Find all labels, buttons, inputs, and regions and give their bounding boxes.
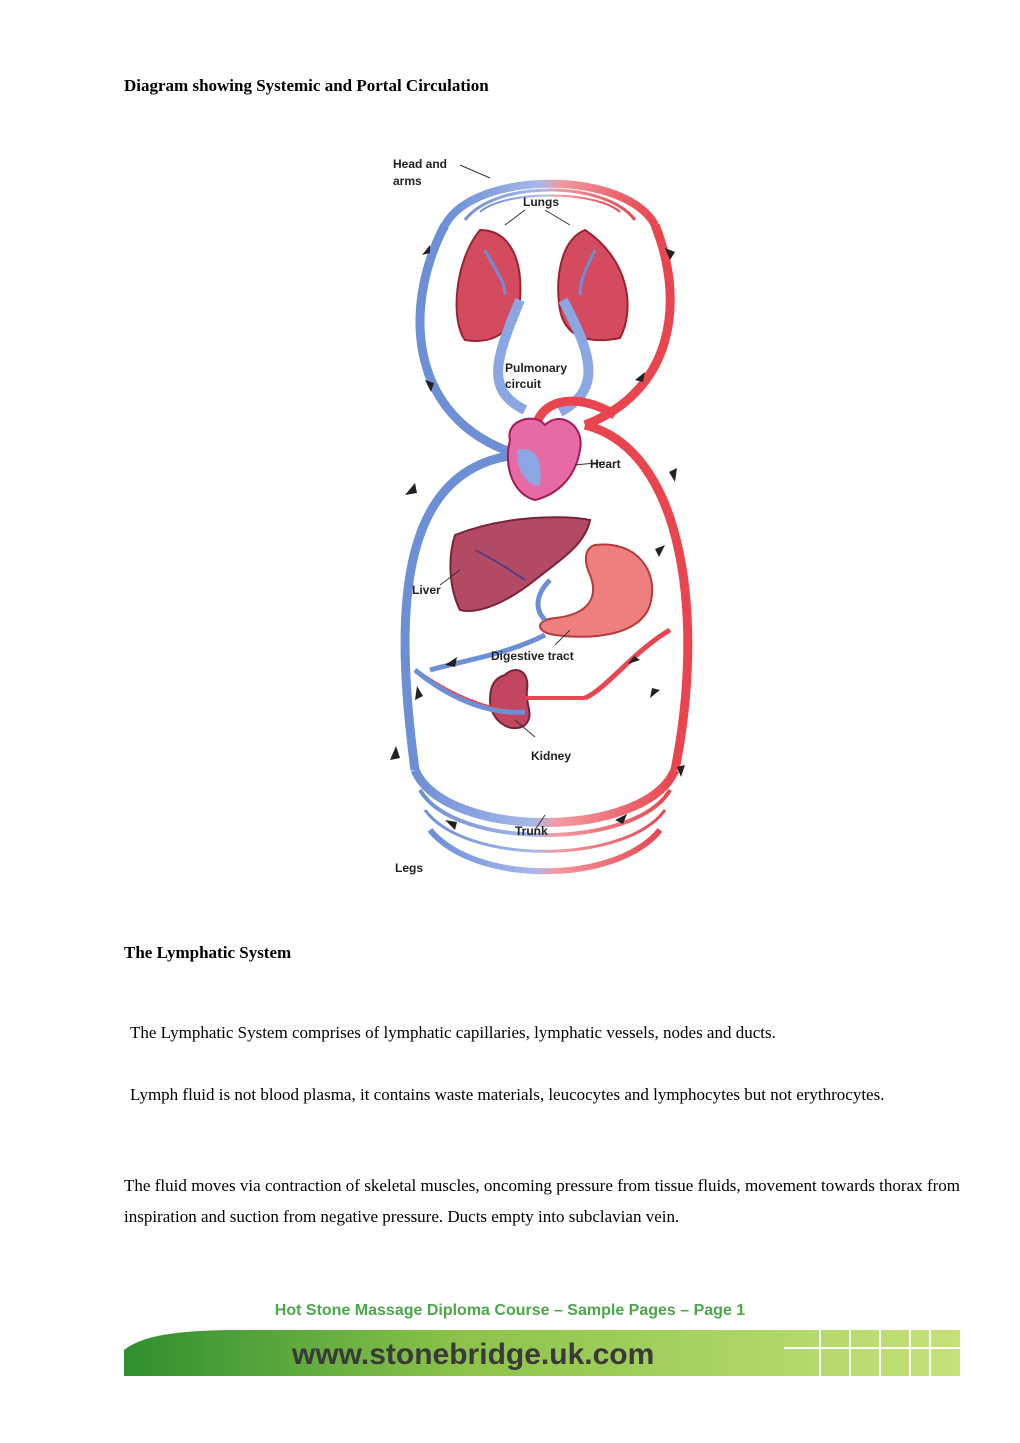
- lungs: [457, 230, 628, 341]
- trunk-legs-capillaries: [415, 770, 675, 871]
- hepatic-artery: [585, 630, 670, 698]
- liver: [450, 517, 590, 611]
- label-trunk: Trunk: [515, 824, 548, 838]
- arrow-icon: [655, 545, 665, 557]
- label-kidney: Kidney: [531, 749, 572, 763]
- label-pulmonary-2: circuit: [505, 377, 542, 391]
- label-head-arms-2: arms: [393, 174, 422, 188]
- paragraph: Lymph fluid is not blood plasma, it contains waste materials, leucocytes and lymphocytes but not erythrocytes.: [130, 1085, 885, 1104]
- vein-left-lower: [405, 455, 515, 770]
- circulation-diagram: [385, 150, 715, 895]
- footer-caption: Hot Stone Massage Diploma Course – Sample Pages – Page 1: [274, 1302, 746, 1319]
- kidney: [415, 670, 585, 728]
- label-heart: Heart: [590, 457, 621, 471]
- heart: [508, 419, 581, 500]
- label-legs: Legs: [395, 861, 424, 875]
- paragraph: The Lymphatic System comprises of lymphatic capillaries, lymphatic vessels, nodes and ducts.: [130, 1023, 776, 1042]
- label-pulmonary-1: Pulmonary: [505, 361, 568, 375]
- label-head-arms-1: Head and: [393, 157, 448, 171]
- arrow-icon: [415, 686, 423, 700]
- label-liver: Liver: [412, 583, 441, 597]
- banner-url[interactable]: www.stonebridge.uk.com: [292, 1338, 655, 1371]
- arrow-icon: [650, 688, 660, 698]
- arrow-icon: [669, 468, 677, 482]
- label-lungs: Lungs: [523, 195, 559, 209]
- arrow-icon: [677, 765, 685, 777]
- section-heading: The Lymphatic System: [124, 943, 292, 962]
- arrow-icon: [405, 483, 417, 495]
- paragraph: The fluid moves via contraction of skeletal muscles, oncoming pressure from tissue fluids, movement towards thorax from inspiration and suction from negative pressure. Ducts empty into subclavian vein.: [124, 1176, 960, 1226]
- diagram-title: Diagram showing Systemic and Portal Circulation: [124, 76, 489, 95]
- label-digestive-tract: Digestive tract: [491, 649, 574, 663]
- arrow-icon: [390, 746, 400, 760]
- website-banner[interactable]: [124, 1330, 960, 1376]
